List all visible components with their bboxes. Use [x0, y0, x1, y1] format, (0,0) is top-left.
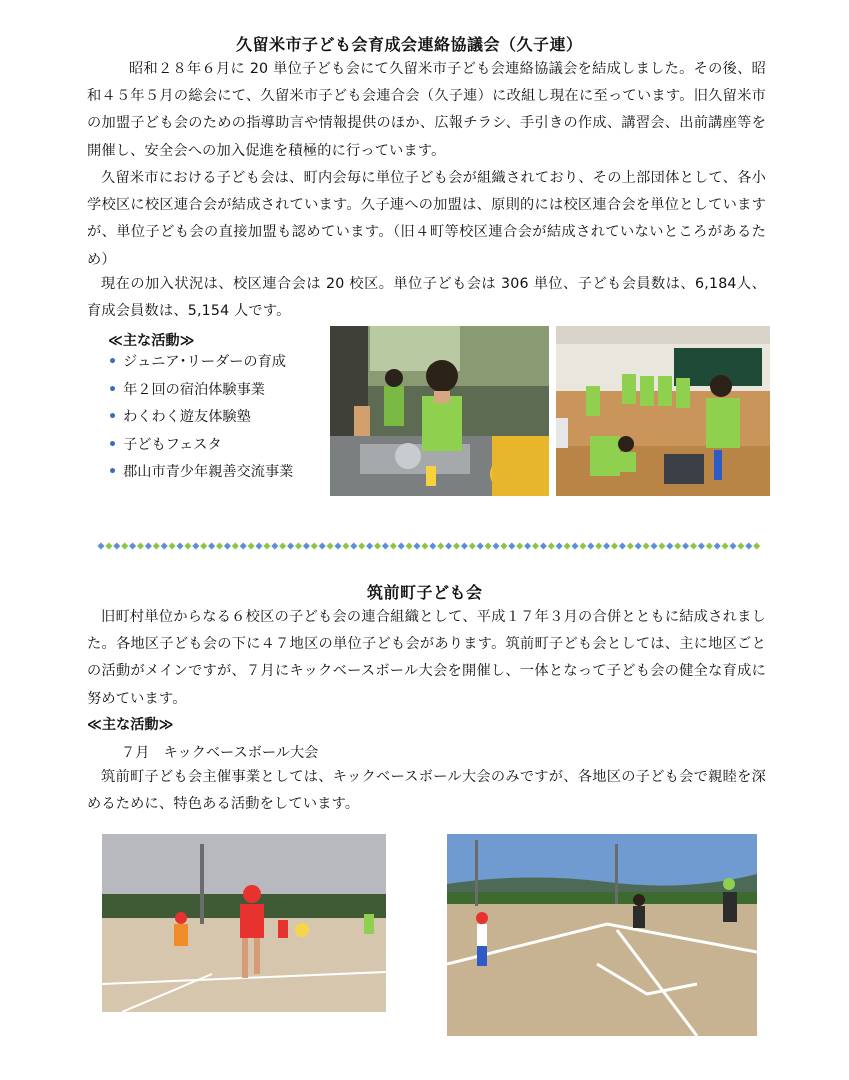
divider-diamond	[263, 542, 270, 549]
divider-diamond	[611, 542, 618, 549]
divider-diamond	[453, 542, 460, 549]
divider-diamond	[153, 542, 160, 549]
divider-diamond	[137, 542, 144, 549]
divider-diamond	[342, 542, 349, 549]
section1-paragraph-2: 久留米市における子ども会は、町内会毎に単位子ども会が組織されており、その上部団体として、各小学校区に校区連合会が結成されています。久子連への加盟は、原則的には校区連合会を単位としていますが、単位子ども会の直接加盟も認めています。（旧４町等校区連合会が結成されていないところがあるため）	[87, 170, 766, 268]
bullet-icon: •	[108, 436, 118, 453]
divider-diamond	[311, 542, 318, 549]
divider-diamond	[745, 542, 752, 549]
divider-diamond	[287, 542, 294, 549]
bullet-icon: •	[108, 464, 118, 480]
divider-diamond	[548, 542, 555, 549]
divider-diamond	[429, 542, 436, 549]
divider-diamond	[129, 542, 136, 549]
divider-diamond	[350, 542, 357, 549]
divider-diamond	[437, 542, 444, 549]
divider-diamond	[666, 542, 673, 549]
divider-diamond	[477, 542, 484, 549]
divider-diamond	[216, 542, 223, 549]
divider-diamond	[208, 542, 215, 549]
divider-diamond	[413, 542, 420, 549]
section1-paragraph-3: 現在の加入状況は、校区連合会は 20 校区。単位子ども会は 306 単位、子ども会員数は、6,184人、育成会員数は、5,154 人です。	[87, 276, 766, 320]
divider-diamond	[587, 542, 594, 549]
divider-diamond	[729, 542, 736, 549]
divider-diamond	[398, 542, 405, 549]
section2-title: 筑前町子ども会	[367, 583, 483, 602]
divider-diamond	[421, 542, 428, 549]
section2-closing: 筑前町子ども会主催事業としては、キックベースボール大会のみですが、各地区の子ども会で親睦を深めるために、特色ある活動をしています。	[87, 769, 766, 813]
divider-diamond	[650, 542, 657, 549]
divider-diamond	[658, 542, 665, 549]
divider-diamond	[121, 542, 128, 549]
divider-diamond	[319, 542, 326, 549]
divider-diamond	[303, 542, 310, 549]
divider-diamond	[145, 542, 152, 549]
bullet-icon: •	[108, 409, 118, 425]
bullet-icon: •	[108, 381, 118, 398]
divider-diamond	[271, 542, 278, 549]
divider-diamond	[358, 542, 365, 549]
divider-diamond	[556, 542, 563, 549]
divider-diamond	[508, 542, 515, 549]
decorative-divider	[97, 537, 762, 549]
divider-diamond	[595, 542, 602, 549]
section2-paragraph: 旧町村単位からなる６校区の子ども会の連合組織として、平成１７年３月の合併とともに結成されました。各地区子ども会の下に４７地区の単位子ども会があります。筑前町子ども会としては、主に地区ごとの活動がメインですが、７月にキックベースボール大会を開催し、一体となって子ども会の健全な育成に努めています。	[87, 609, 766, 707]
divider-diamond	[682, 542, 689, 549]
divider-diamond	[643, 542, 650, 549]
divider-diamond	[635, 542, 642, 549]
divider-diamond	[564, 542, 571, 549]
divider-diamond	[390, 542, 397, 549]
divider-diamond	[706, 542, 713, 549]
divider-diamond	[200, 542, 207, 549]
divider-diamond	[722, 542, 729, 549]
divider-diamond	[279, 542, 286, 549]
bullet-icon: •	[108, 354, 118, 370]
divider-diamond	[516, 542, 523, 549]
divider-diamond	[524, 542, 531, 549]
divider-diamond	[97, 542, 104, 549]
divider-diamond	[698, 542, 705, 549]
divider-diamond	[674, 542, 681, 549]
divider-diamond	[627, 542, 634, 549]
divider-diamond	[161, 542, 168, 549]
divider-diamond	[540, 542, 547, 549]
divider-diamond	[571, 542, 578, 549]
list-item: • わくわく遊友体験塾	[108, 409, 251, 425]
divider-diamond	[492, 542, 499, 549]
divider-diamond	[374, 542, 381, 549]
divider-diamond	[240, 542, 247, 549]
divider-diamond	[295, 542, 302, 549]
list-item: • 子どもフェスタ	[108, 436, 222, 453]
divider-diamond	[469, 542, 476, 549]
divider-diamond	[192, 542, 199, 549]
divider-diamond	[753, 542, 760, 549]
divider-diamond	[255, 542, 262, 549]
divider-diamond	[500, 542, 507, 549]
divider-diamond	[461, 542, 468, 549]
divider-diamond	[382, 542, 389, 549]
section1-activities-heading: ≪主な活動≫	[108, 333, 195, 349]
section1-activity-list	[108, 349, 293, 487]
divider-diamond	[232, 542, 239, 549]
photo-kickball-field	[447, 834, 757, 1036]
section2-activities-heading: ≪主な活動≫	[87, 717, 174, 733]
section2-event-line: ７月 キックベースボール大会	[121, 745, 319, 761]
divider-diamond	[334, 542, 341, 549]
list-item: • 郡山市青少年親善交流事業	[108, 464, 294, 480]
divider-diamond	[714, 542, 721, 549]
divider-diamond	[224, 542, 231, 549]
divider-diamond	[619, 542, 626, 549]
divider-diamond	[603, 542, 610, 549]
divider-diamond	[248, 542, 255, 549]
list-item: • 年２回の宿泊体験事業	[108, 381, 265, 398]
divider-diamond	[184, 542, 191, 549]
divider-diamond	[737, 542, 744, 549]
divider-diamond	[579, 542, 586, 549]
divider-diamond	[532, 542, 539, 549]
divider-diamond	[485, 542, 492, 549]
photo-kickball-runner	[102, 834, 386, 1012]
divider-diamond	[169, 542, 176, 549]
section1-paragraph-1: 昭和２８年６月に 20 単位子ども会にて久留米市子ども会連絡協議会を結成しました。その後、昭和４５年５月の総会にて、久留米市子ども会連合会（久子連）に改組し現在に至っています。旧久留米市の加盟子ども会のための指導助言や情報提供のほか、広報チラシ、手引きの作成、講習会、出前講座等を開催し、安全会への加入促進を積極的に行っています。	[87, 61, 766, 159]
divider-diamond	[406, 542, 413, 549]
divider-diamond	[176, 542, 183, 549]
divider-diamond	[327, 542, 334, 549]
divider-diamond	[105, 542, 112, 549]
divider-diamond	[366, 542, 373, 549]
divider-diamond	[690, 542, 697, 549]
list-item: • ジュニア･リーダーの育成	[108, 354, 286, 370]
photo-gym-activity	[556, 326, 770, 496]
divider-diamond	[445, 542, 452, 549]
section1-title: 久留米市子ども会育成会連絡協議会（久子連）	[236, 35, 583, 54]
divider-diamond	[113, 542, 120, 549]
photo-camp-cooking	[330, 326, 549, 496]
